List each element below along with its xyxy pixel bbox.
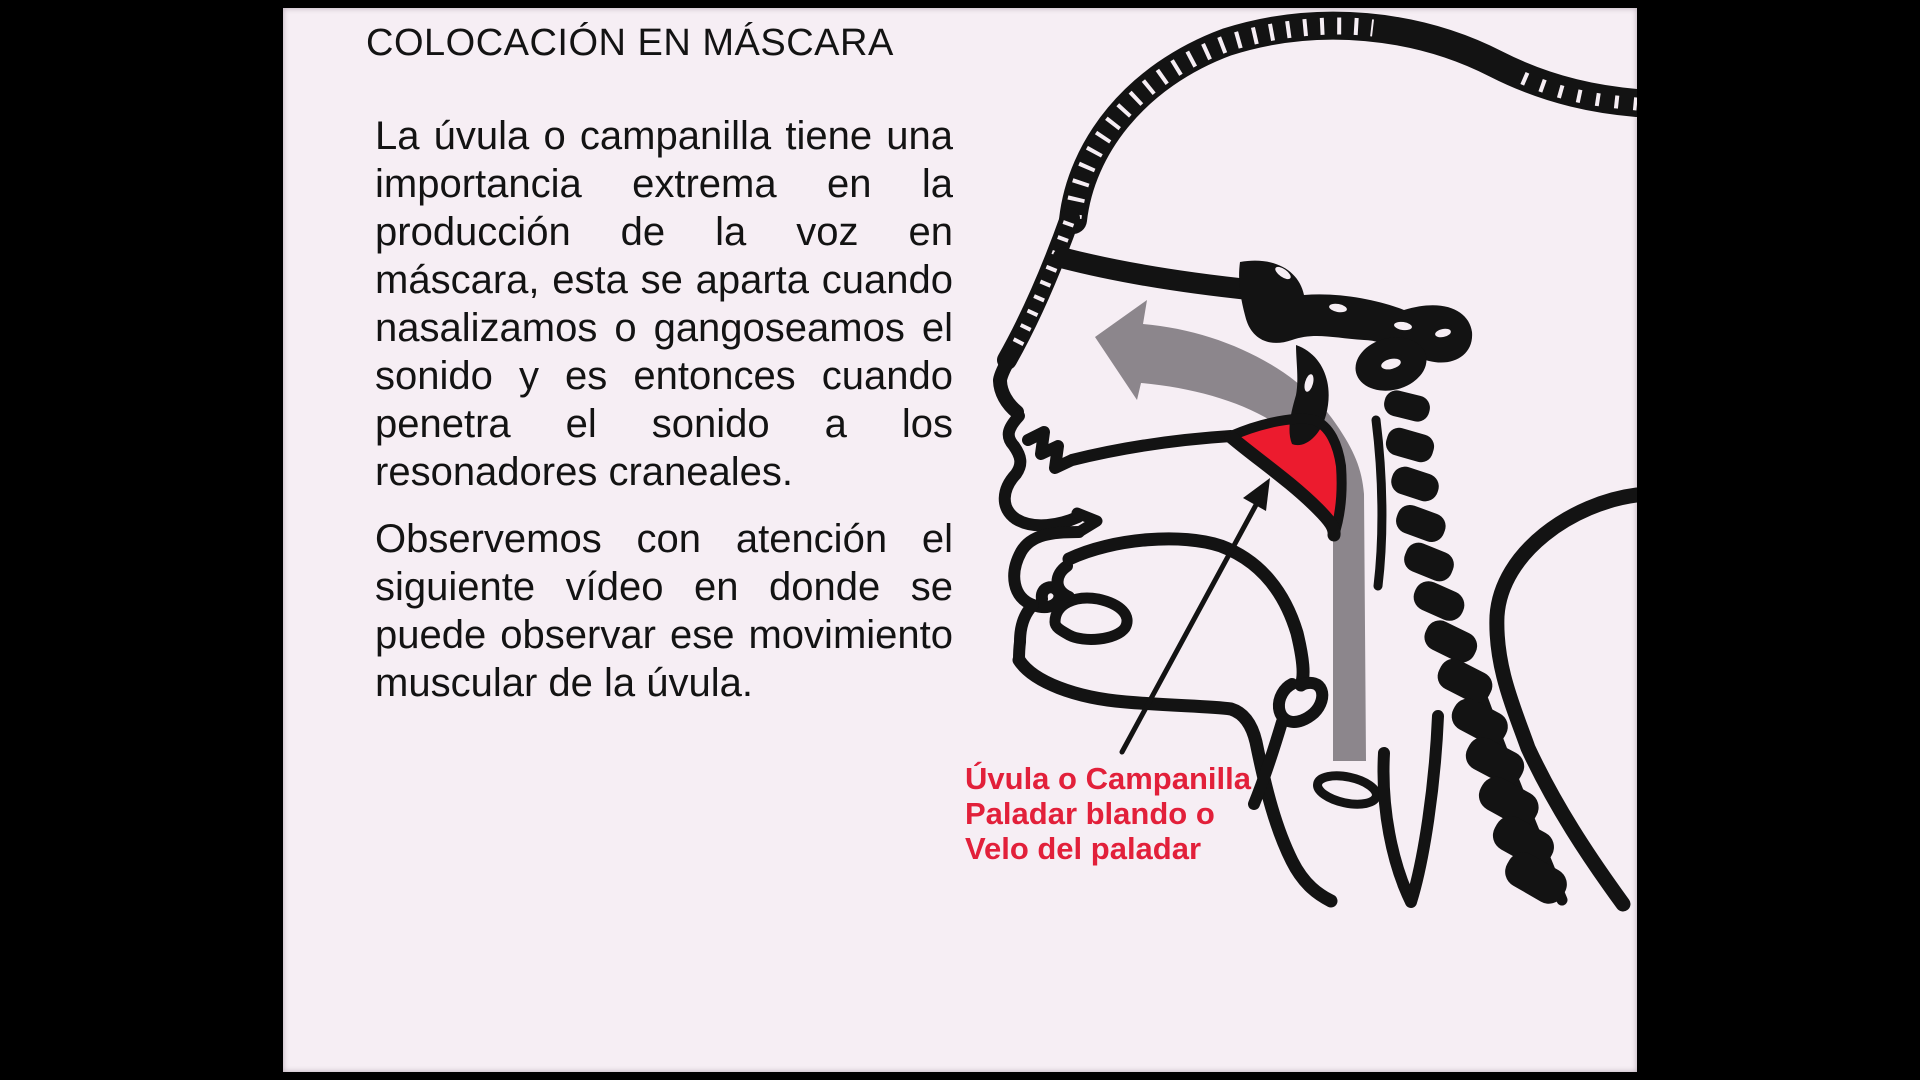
presentation-slide — [283, 8, 1637, 1072]
vocal-folds — [1315, 771, 1379, 809]
chin — [1019, 605, 1033, 660]
tongue-root-curl — [1279, 683, 1322, 722]
letterbox-top — [0, 0, 1920, 8]
pharynx-wall — [1376, 420, 1382, 586]
slide-title: COLOCACIÓN EN MÁSCARA — [366, 22, 894, 64]
hard-palate-line — [1028, 432, 1231, 468]
paragraph-uvula-importance: La úvula o campanilla tiene una importancia extrema en la producción de la voz en máscara, esta se aparta cuando nasalizamos o gangoseamos el sonido y es entonces cuando penetra el sonido a los resonadores craneales. — [375, 114, 953, 494]
uvula-label — [965, 761, 1251, 866]
letterbox-bottom — [0, 1072, 1920, 1080]
chin-muscle-curl — [1055, 598, 1127, 639]
skull-outline — [1073, 26, 1637, 220]
tongue-tip-curl — [1058, 566, 1070, 597]
uvula-label-line-1: Úvula o Campanilla — [965, 761, 1251, 796]
tongue — [1069, 539, 1303, 685]
letterbox-right — [1637, 0, 1920, 1080]
nasal-cavity-mass — [1239, 261, 1472, 363]
paragraph-video-instruction: Observemos con atención el siguiente vídeo en donde se puede observar ese movimiento muscular de la úvula. — [375, 517, 953, 705]
uvula-label-line-3: Velo del paladar — [965, 831, 1202, 866]
head-sagittal-diagram — [283, 8, 1637, 1072]
uvula-label-line-2: Paladar blando o — [965, 796, 1215, 831]
letterbox-left — [0, 0, 283, 1080]
epiglottis — [1384, 716, 1438, 902]
